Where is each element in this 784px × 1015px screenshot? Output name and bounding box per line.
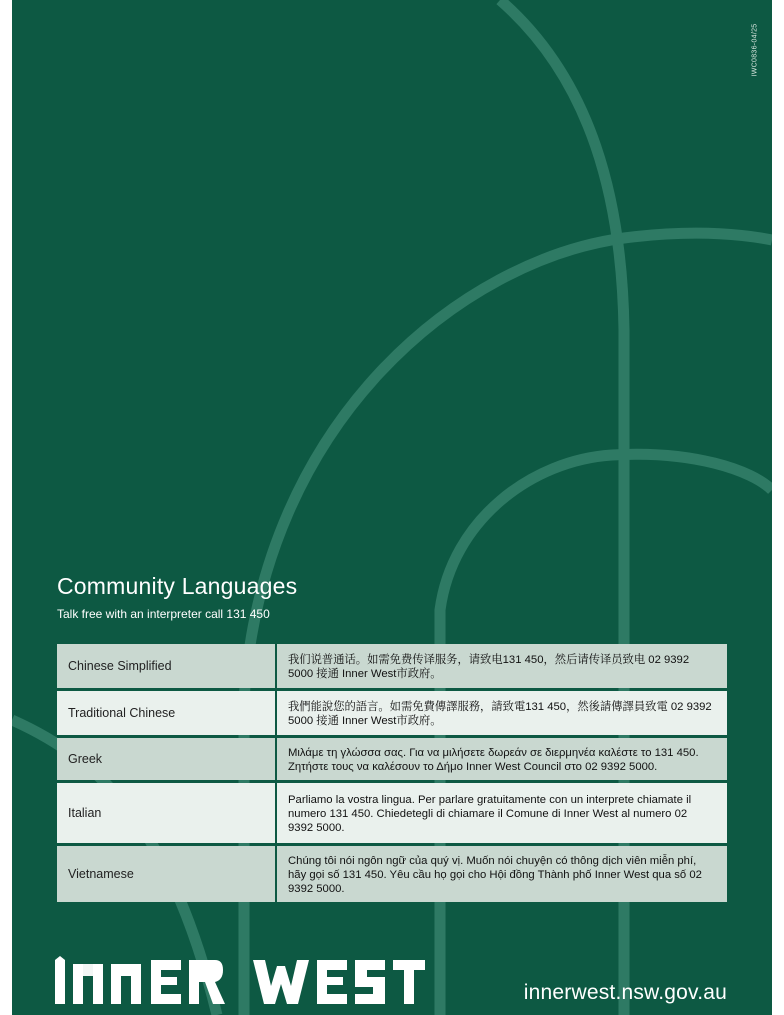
language-row [57,691,727,735]
language-row [57,846,727,902]
language-row [57,644,727,688]
language-message: Parliamo la vostra lingua. Per parlare gratuitamente con un interprete chiamate il numero 131 450. Chiedetegli di chiamare il Comune di Inner West al numero 02 9392 5000. [277,783,727,843]
website-link[interactable]: innerwest.nsw.gov.au [523,981,727,1004]
language-name: Traditional Chinese [57,691,275,735]
language-name: Greek [57,738,275,780]
language-table [57,644,727,905]
page-subtitle: Talk free with an interpreter call 131 450 [57,607,270,621]
language-message: 我們能說您的語言。如需免費傳譯服務，請致電131 450，然後請傳譯員致電 02 9392 5000 接通 Inner West市政府。 [277,691,727,735]
page-title: Community Languages [57,573,298,599]
language-message: Μιλάμε τη γλώσσα σας. Για να μιλήσετε δωρεάν σε διερμηνέα καλέστε το 131 450. Ζητήστε τους να καλέσουν το Δήμο Inner West Council στο 02 9392 5000. [277,738,727,780]
poster-panel [12,0,772,1015]
language-name: Italian [57,783,275,843]
language-row [57,783,727,843]
language-message: 我们说普通话。如需免费传译服务，请致电131 450，然后请传译员致电 02 9392 5000 接通 Inner West市政府。 [277,644,727,688]
language-row [57,738,727,780]
language-message: Chúng tôi nói ngôn ngữ của quý vị. Muốn nói chuyện có thông dịch viên miễn phí, hãy gọi số 131 450. Yêu cầu họ gọi cho Hội đồng Thành phố Inner West qua số 02 9392 5000. [277,846,727,902]
inner-west-logo [55,956,425,1004]
language-name: Vietnamese [57,846,275,902]
language-name: Chinese Simplified [57,644,275,688]
document-code: IWC0836-04/25 [751,23,759,77]
